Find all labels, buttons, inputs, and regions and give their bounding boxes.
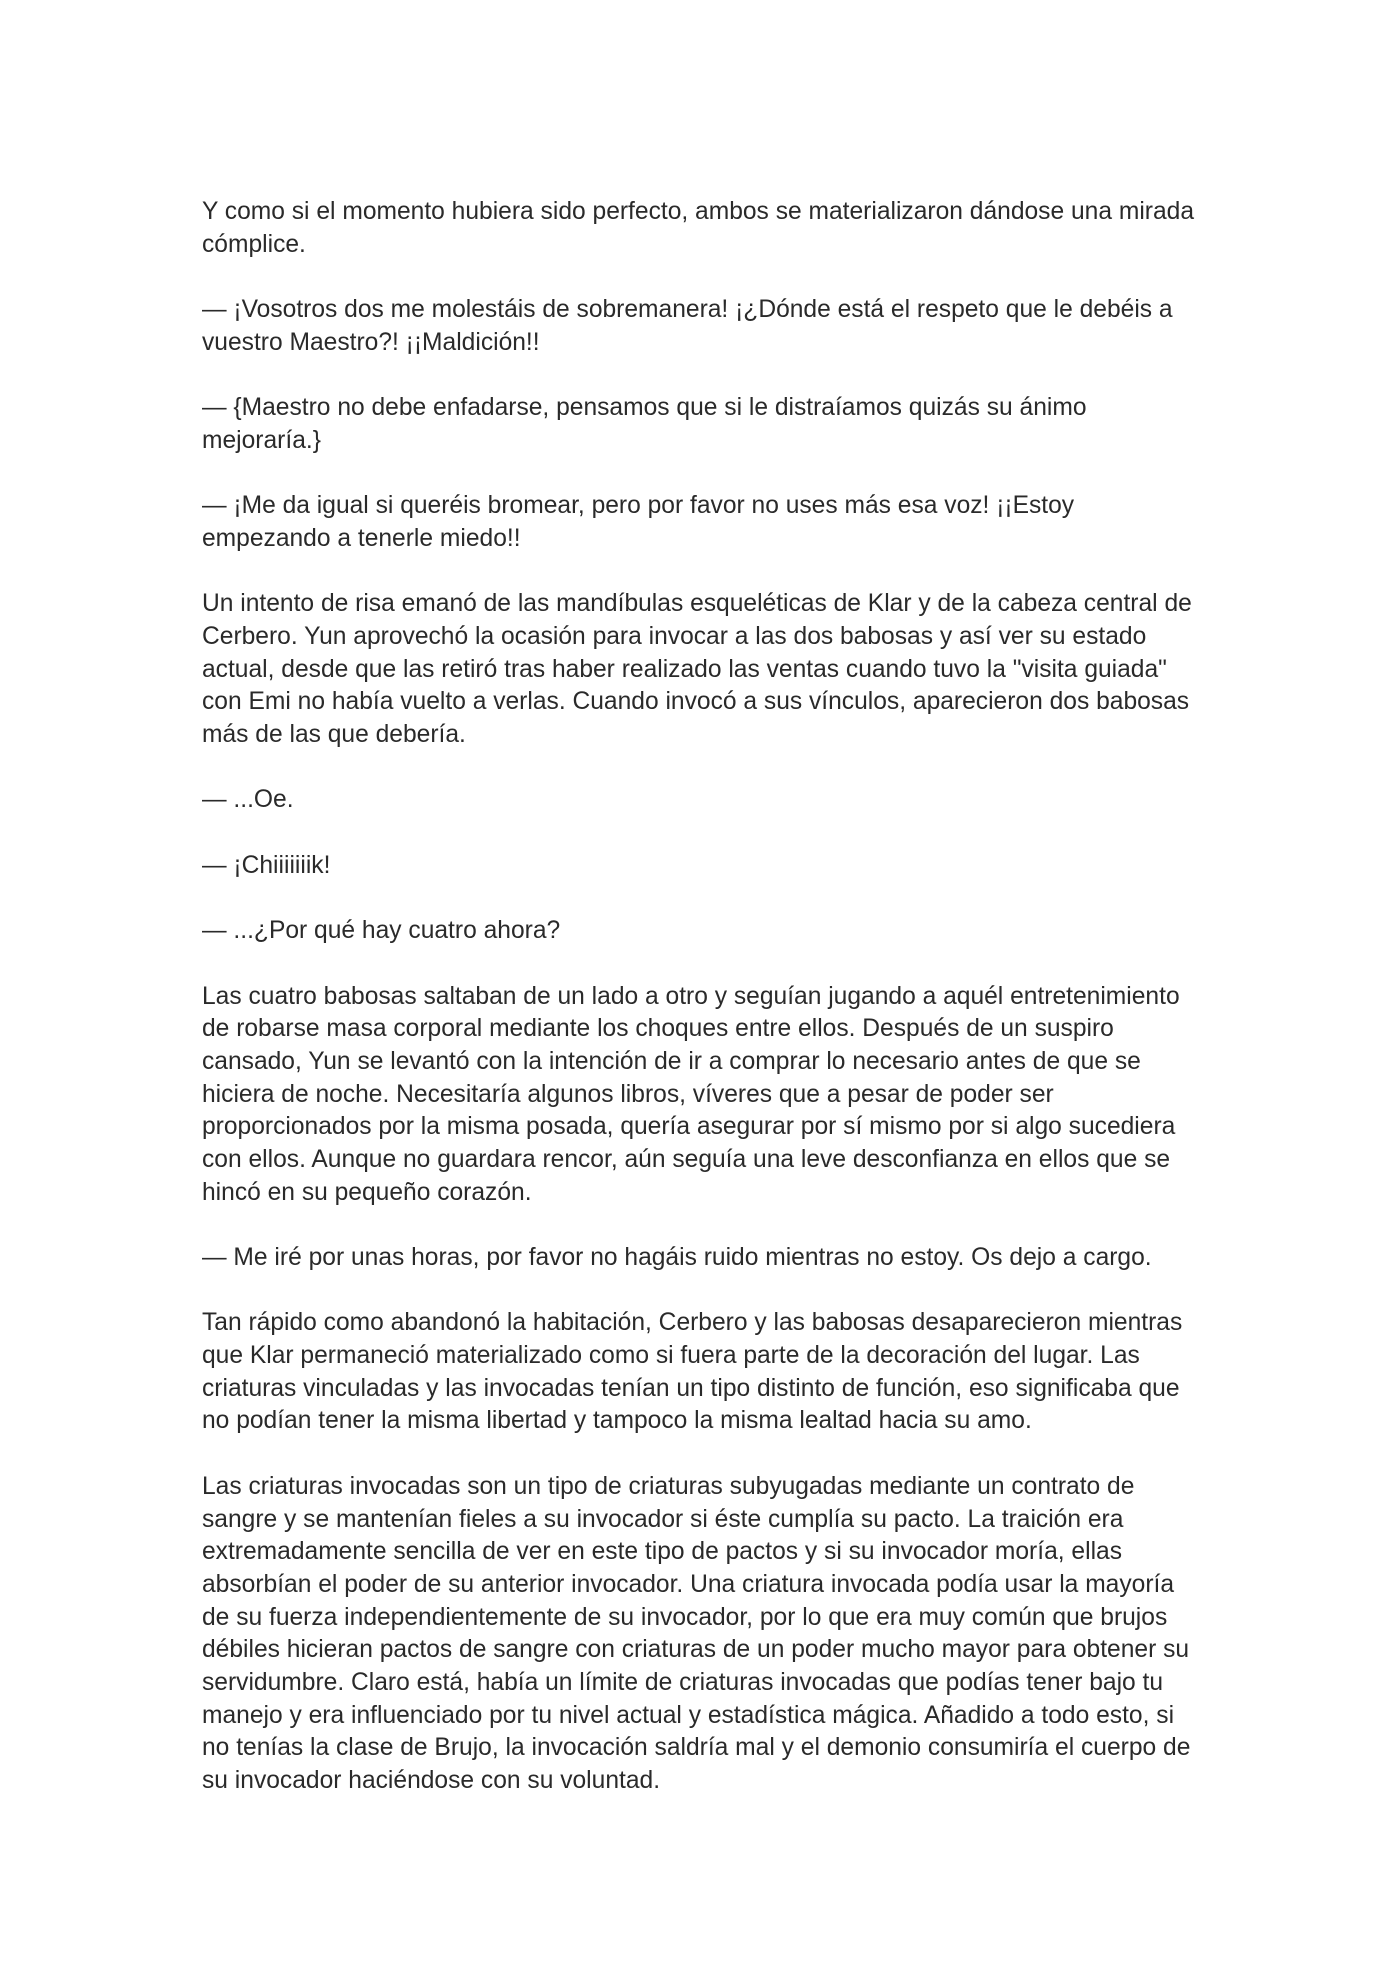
dialogue-paragraph — [202, 490, 1242, 555]
paragraph-line: sangre y se mantenían fieles a su invocador si éste cumplía su pacto. La traición era — [202, 1505, 1124, 1533]
paragraph-line: — ¡Me da igual si queréis bromear, pero por favor no uses más esa voz! ¡¡Estoy — [202, 492, 1075, 520]
paragraph — [202, 588, 1242, 751]
dialogue-paragraph — [202, 850, 1242, 883]
document-body — [202, 196, 1242, 1798]
paragraph-line: — ...Oe. — [202, 786, 294, 814]
paragraph-line: débiles hicieran pactos de sangre con criaturas de un poder mucho mayor para obtener su — [202, 1636, 1190, 1664]
paragraph-line: no tenías la clase de Brujo, la invocación saldría mal y el demonio consumiría el cuerpo de — [202, 1734, 1191, 1762]
paragraph-line: Cerbero. Yun aprovechó la ocasión para invocar a las dos babosas y así ver su estado — [202, 622, 1147, 650]
dialogue-paragraph — [202, 784, 1242, 817]
paragraph-line: mejoraría.} — [202, 426, 321, 454]
paragraph-line: cómplice. — [202, 230, 306, 258]
paragraph-line: con Emi no había vuelto a verlas. Cuando invocó a sus vínculos, aparecieron dos babosas — [202, 688, 1190, 716]
paragraph-line: — ¡Vosotros dos me molestáis de sobremanera! ¡¿Dónde está el respeto que le debéis a — [202, 296, 1173, 324]
paragraph-line: cansado, Yun se levantó con la intención de ir a comprar lo necesario antes de que se — [202, 1047, 1141, 1075]
paragraph — [202, 1307, 1242, 1438]
paragraph-line: Tan rápido como abandonó la habitación, Cerbero y las babosas desaparecieron mientras — [202, 1309, 1183, 1337]
dialogue-paragraph — [202, 294, 1242, 359]
paragraph — [202, 1471, 1242, 1798]
paragraph-line: Las criaturas invocadas son un tipo de criaturas subyugadas mediante un contrato de — [202, 1472, 1135, 1500]
paragraph-line: — Me iré por unas horas, por favor no hagáis ruido mientras no estoy. Os dejo a cargo. — [202, 1244, 1152, 1271]
paragraph-line: con ellos. Aunque no guardara rencor, aún seguía una leve desconfianza en ellos que se — [202, 1145, 1171, 1173]
paragraph-line: hincó en su pequeño corazón. — [202, 1178, 532, 1206]
paragraph-line: criaturas vinculadas y las invocadas tenían un tipo distinto de función, eso significaba que — [202, 1374, 1180, 1402]
paragraph-line: — {Maestro no debe enfadarse, pensamos que si le distraíamos quizás su ánimo — [202, 394, 1087, 422]
paragraph-line: absorbían el poder de su anterior invocador. Una criatura invocada podía usar la mayoría — [202, 1570, 1175, 1598]
paragraph — [202, 196, 1242, 261]
paragraph-line: no podían tener la misma libertad y tampoco la misma lealtad hacia su amo. — [202, 1407, 1032, 1435]
paragraph-line: más de las que debería. — [202, 721, 466, 748]
paragraph-line: extremadamente sencilla de ver en este tipo de pactos y si su invocador moría, ellas — [202, 1538, 1123, 1566]
paragraph-line: empezando a tenerle miedo!! — [202, 524, 521, 552]
paragraph-line: hiciera de noche. Necesitaría algunos libros, víveres que a pesar de poder ser — [202, 1080, 1054, 1108]
paragraph-line: de su fuerza independientemente de su invocador, por lo que era muy común que brujos — [202, 1603, 1168, 1631]
paragraph-line: actual, desde que las retiró tras haber realizado las ventas cuando tuvo la "visita guiada" — [202, 655, 1167, 683]
paragraph-line: su invocador haciéndose con su voluntad. — [202, 1767, 661, 1794]
dialogue-paragraph — [202, 1242, 1242, 1275]
paragraph-line: — ...¿Por qué hay cuatro ahora? — [202, 917, 561, 945]
paragraph — [202, 981, 1242, 1210]
paragraph-line: de robarse masa corporal mediante los choques entre ellos. Después de un suspiro — [202, 1015, 1114, 1043]
paragraph-line: proporcionados por la misma posada, quería asegurar por sí mismo por si algo sucediera — [202, 1113, 1176, 1141]
paragraph-line: vuestro Maestro?! ¡¡Maldición!! — [202, 328, 540, 356]
paragraph-line: Las cuatro babosas saltaban de un lado a otro y seguían jugando a aquél entretenimiento — [202, 982, 1180, 1010]
paragraph-line: — ¡Chiiiiiiik! — [202, 851, 331, 879]
paragraph-line: Un intento de risa emanó de las mandíbulas esqueléticas de Klar y de la cabeza central de — [202, 590, 1192, 618]
paragraph-line: manejo y era influenciado por tu nivel actual y estadística mágica. Añadido a todo esto, si — [202, 1701, 1175, 1729]
dialogue-paragraph — [202, 915, 1242, 948]
paragraph-line: Y como si el momento hubiera sido perfecto, ambos se materializaron dándose una mirada — [202, 198, 1195, 225]
paragraph-line: servidumbre. Claro está, había un límite de criaturas invocadas que podías tener bajo tu — [202, 1668, 1164, 1696]
paragraph-line: que Klar permaneció materializado como si fuera parte de la decoración del lugar. Las — [202, 1342, 1140, 1370]
dialogue-paragraph — [202, 392, 1242, 457]
